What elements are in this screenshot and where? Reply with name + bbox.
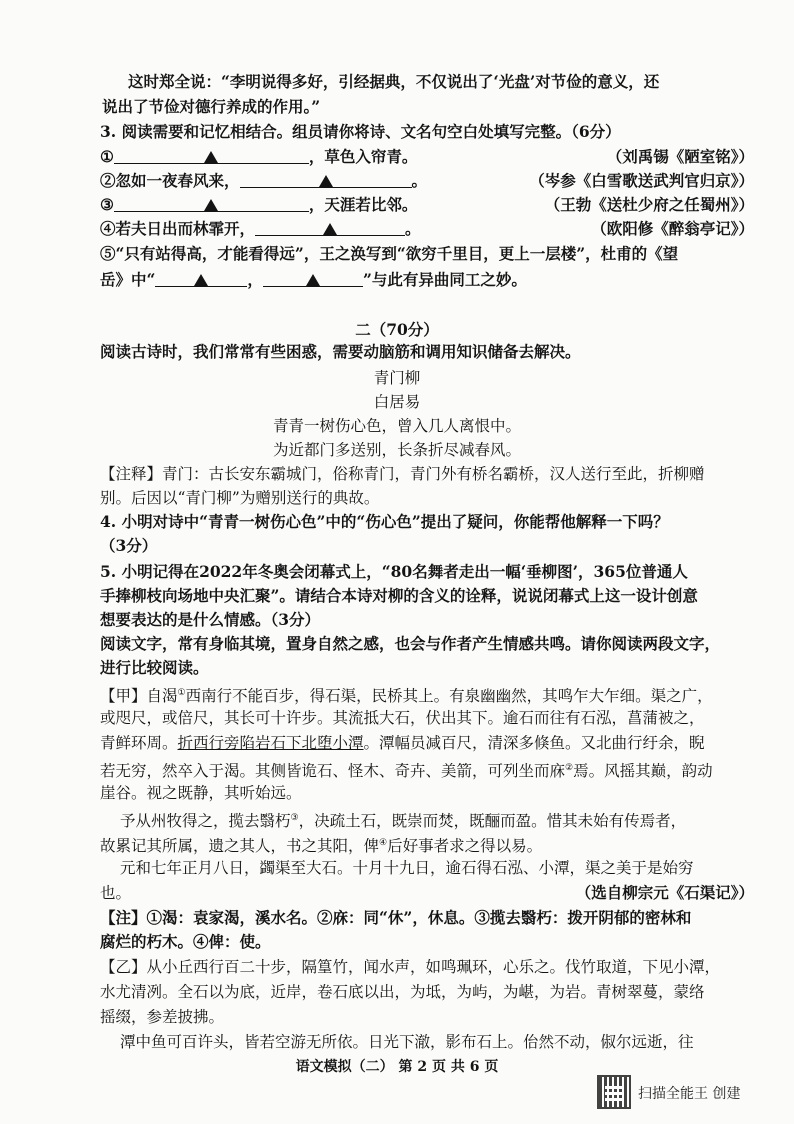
answer-blank[interactable] [255, 219, 405, 236]
jia-note-line1: 【注】①渴：袁家渴，溪水名。②庥：同“休”，休息。③揽去翳朽：拨开阴郁的密林和 [100, 908, 692, 927]
q3-item2-after: 。 [411, 171, 428, 190]
q3-item3 [100, 195, 417, 215]
jia-line2: 或咫尺，或倍尺，其长可十许步。其流抵大石，伏出其下。逾石而往有石泓，菖蒲被之， [100, 709, 705, 727]
q3-item4-after: 。 [405, 219, 421, 238]
q3-item1-num: ① [100, 147, 114, 166]
jia-text: 焉。风摇其巅，韵动 [573, 762, 713, 781]
jia-p2-line2 [100, 833, 542, 856]
jia-line4 [100, 758, 713, 781]
triangle-icon [306, 274, 320, 286]
q3-item3-after: ，天涯若比邻。 [308, 195, 418, 214]
poem-note-line1: 【注释】青门：古长安东霸城门，俗称青门，青门外有桥名霸桥，汉人送行至此，折柳赠 [100, 465, 705, 483]
q3-item2 [100, 171, 427, 191]
poem-note-line2: 别。后因以“青门柳”为赠别送行的典故。 [100, 489, 380, 507]
jia-line5: 崖谷。视之既静，其听始远。 [100, 784, 302, 802]
q2-tail-line1: 这时郑全说：“李明说得多好，引经据典，不仅说出了‘光盘’对节俭的意义，还 [128, 72, 660, 91]
jia-text: 青鲜环周。 [100, 734, 178, 752]
yi-line2: 水尤清冽。全石以为底，近岸，卷石底以出，为坻，为屿，为嵁，为岩。青树翠蔓，蒙络 [100, 983, 705, 1001]
triangle-icon [319, 175, 333, 187]
jia-line3 [100, 733, 705, 753]
q3-item3-num: ③ [100, 195, 114, 214]
jia-text: 西南行不能百步，得石渠，民桥其上。有泉幽幽然，其鸣乍大乍细。渠之广， [185, 687, 713, 706]
triangle-icon [194, 274, 208, 286]
jia-text: 后好事者求之得以易。 [387, 837, 543, 856]
answer-blank[interactable] [155, 270, 247, 287]
q3-item5-line2 [100, 270, 527, 290]
q3-item3-source: （王勃《送杜少府之任蜀州》） [544, 195, 754, 214]
q3-item2-before: ②忽如一夜春风来， [100, 171, 240, 190]
poem-author: 白居易 [373, 393, 421, 411]
triangle-icon [204, 199, 218, 211]
triangle-icon [323, 223, 337, 235]
jia-p3-line2: 也。 [100, 884, 132, 902]
qr-code-icon [597, 1075, 631, 1109]
q3-item1 [100, 147, 417, 167]
answer-blank[interactable] [240, 171, 412, 188]
page-footer: 语文模拟（二） 第 2 页 共 6 页 [295, 1059, 499, 1075]
answer-blank[interactable] [114, 147, 309, 164]
answer-blank[interactable] [263, 270, 363, 287]
q3-item5-line2a: 岳》中“ [100, 270, 156, 289]
q3-item2-source: （岑参《白雪歌送武判官归京》） [529, 171, 754, 190]
triangle-icon [204, 151, 218, 163]
q3-item5-line2b: ， [247, 270, 263, 289]
q3-item1-source: （刘禹锡《陋室铭》） [606, 147, 754, 166]
part2-heading: 二（70分） [355, 320, 439, 339]
footnote-mark: ② [565, 763, 574, 773]
q5-line2: 手捧柳枝向场地中央汇聚”。请结合本诗对柳的含义的诠释，说说闭幕式上这一设计创意 [100, 586, 698, 605]
jia-p2-line1 [120, 808, 686, 831]
q5-line3: 想要表达的是什么情感。（3分） [100, 610, 321, 629]
q4-line1: 4. 小明对诗中“青青一树伤心色”中的“伤心色”提出了疑问，你能帮他解释一下吗？ [100, 512, 669, 531]
reading-intro-line2: 进行比较阅读。 [100, 658, 209, 677]
underlined-sentence: 折西行旁陷岩石下北堕小潭 [177, 734, 364, 752]
jia-source: （选自柳宗元《石渠记》） [575, 883, 754, 902]
poem-line1: 青青一树伤心色，曾入几人离恨中。 [272, 417, 521, 435]
q3-item4 [100, 219, 421, 239]
jia-note-line2: 腐烂的朽木。④俾：使。 [100, 932, 271, 951]
jia-text: 【甲】自渴 [100, 687, 178, 706]
jia-line1 [100, 683, 713, 706]
q3-item1-after: ，草色入帘青。 [308, 147, 418, 166]
reading-intro-line1: 阅读文字，常有身临其境，置身自然之感，也会与作者产生情感共鸣。请你阅读两段文字， [100, 634, 721, 653]
q3-item5-line2c: ”与此有异曲同工之妙。 [362, 270, 527, 289]
q3-item4-source: （欧阳修《醉翁亭记》） [591, 219, 754, 238]
jia-text: ，决疏土石，既崇而焚，既酾而盈。惜其未始有传焉者， [298, 812, 687, 831]
answer-blank[interactable] [114, 195, 309, 212]
yi-line4: 潭中鱼可百许头，皆若空游无所依。日光下澈，影布石上。佁然不动，俶尔远逝，往 [120, 1033, 694, 1051]
q3-stem: 3. 阅读需要和记忆相结合。组员请你将诗、文名句空白处填写完整。（6分） [100, 122, 621, 141]
q3-item4-before: ④若夫日出而林霏开， [100, 219, 256, 238]
jia-text: 故累记其所属，遗之其人，书之其阳，俾 [100, 837, 380, 856]
part2-intro: 阅读古诗时，我们常常有些困惑，需要动脑筋和调用知识储备去解决。 [100, 342, 581, 361]
jia-p3-line1: 元和七年正月八日，蠲渠至大石。十月十九日，逾石得石泓、小潭，渠之美于是始穷 [120, 859, 694, 877]
q5-line1: 5. 小明记得在2022年冬奥会闭幕式上，“80名舞者走出一幅‘垂柳图’，365位普通人 [100, 562, 688, 581]
poem-title: 青门柳 [373, 369, 421, 387]
jia-text: 若无穷，然卒入于渴。其侧皆诡石、怪木、奇卉、美箭，可列坐而庥 [100, 762, 566, 781]
footnote-mark: ③ [290, 813, 299, 823]
q3-item5-line1: ⑤“只有站得高，才能看得远”，王之涣写到“欲穷千里目，更上一层楼”，杜甫的《望 [100, 244, 679, 263]
yi-line1: 【乙】从小丘西行百二十步，隔篁竹，闻水声，如鸣珮环，心乐之。伐竹取道，下见小潭， [100, 958, 721, 976]
jia-text: 予从州牧得之，揽去翳朽 [120, 812, 291, 831]
q2-tail-line2: 说出了节俭对德行养成的作用。” [102, 97, 321, 116]
footnote-mark: ④ [379, 838, 388, 848]
yi-line3: 摇缀，参差披拂。 [100, 1008, 225, 1026]
footnote-mark: ① [177, 688, 186, 698]
poem-line2: 为近都门多送别，长条折尽减春风。 [272, 441, 521, 459]
scanner-watermark: 扫描全能王 创建 [638, 1086, 741, 1102]
q4-line2: （3分） [100, 536, 158, 555]
jia-text: 。潭幅员减百尺，清深多倏鱼。又北曲行纡余，睨 [363, 734, 705, 752]
